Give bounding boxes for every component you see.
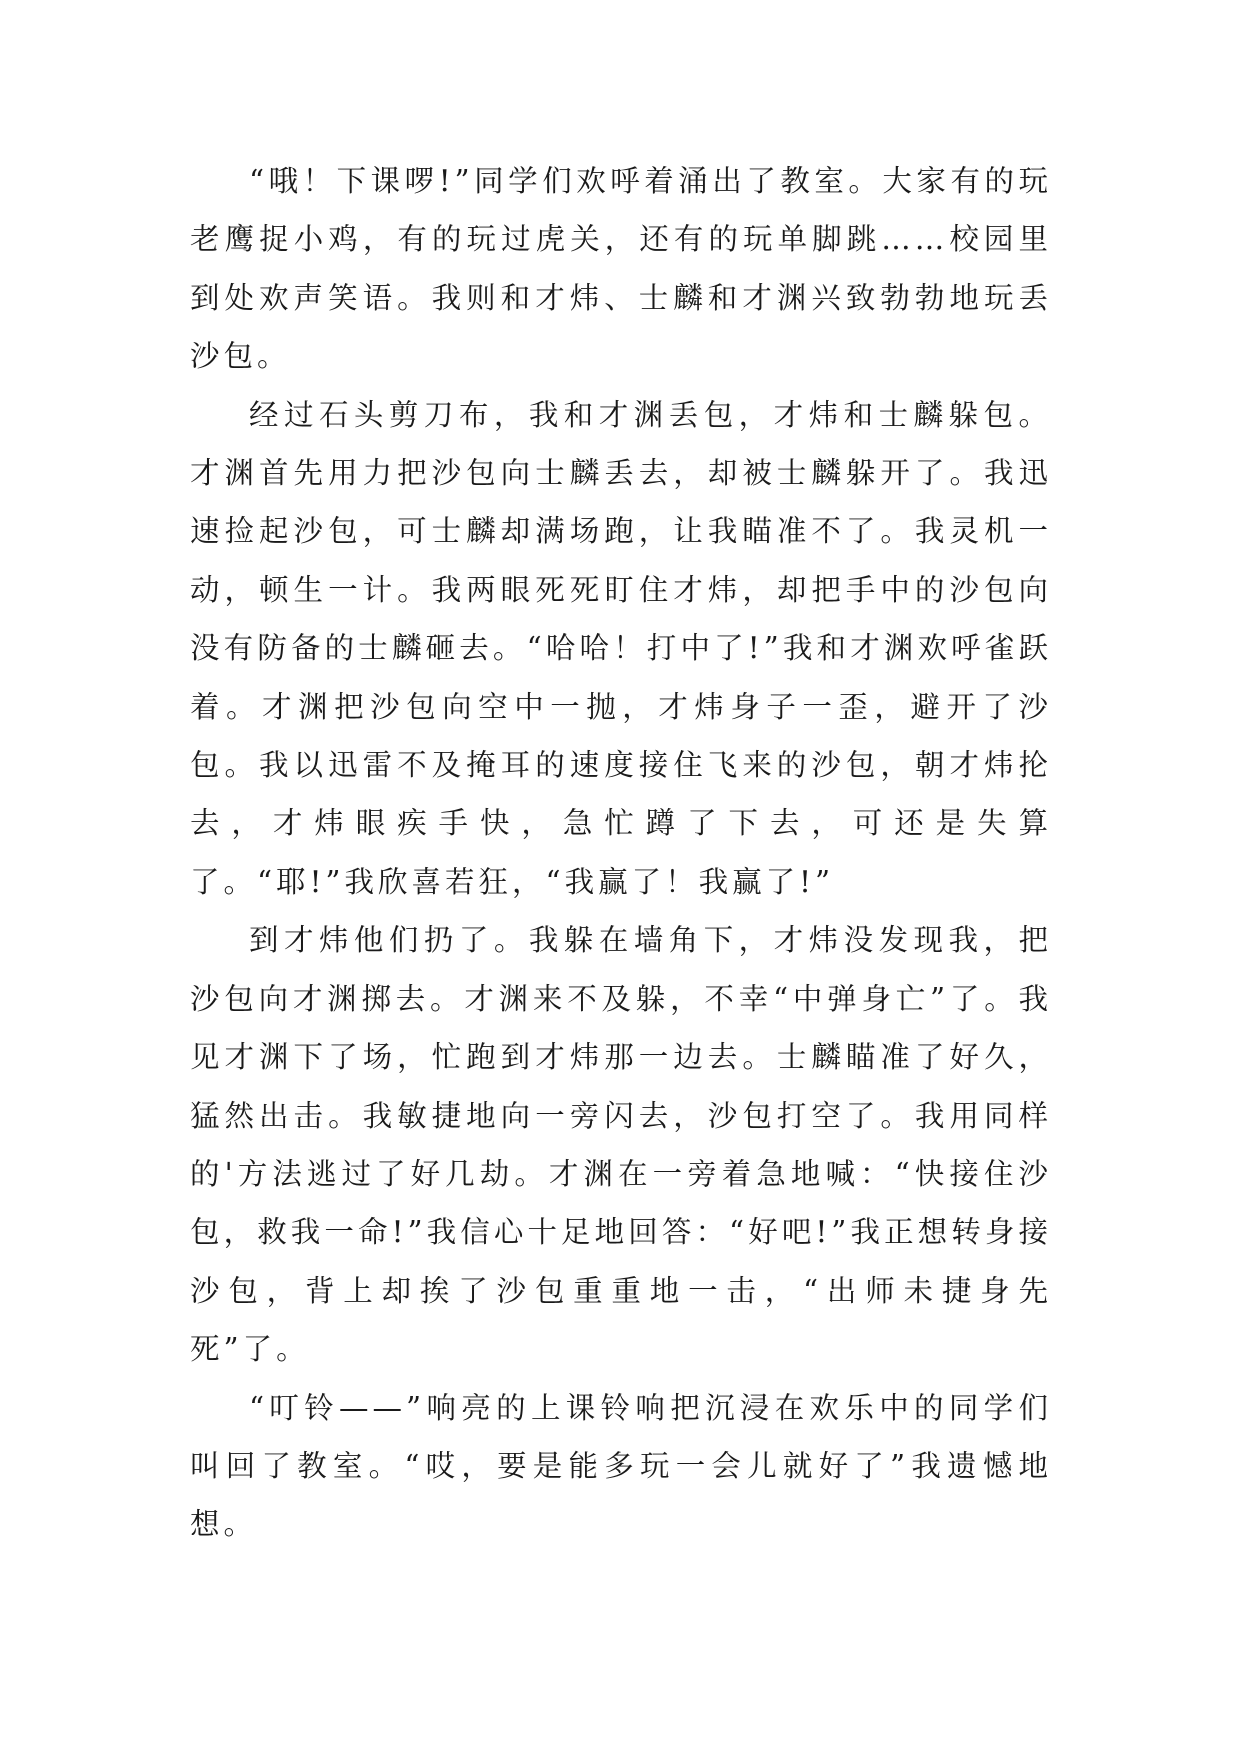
paragraph-4: “叮铃——”响亮的上课铃响把沉浸在欢乐中的同学们叫回了教室。“哎，要是能多玩一会儿就好了”我遗憾地想。 bbox=[190, 1390, 1052, 1542]
document-body bbox=[190, 152, 1052, 1554]
paragraph-1: “哦！下课啰!”同学们欢呼着涌出了教室。大家有的玩老鹰捉小鸡，有的玩过虎关，还有的玩单脚跳……校园里到处欢声笑语。我则和才炜、士麟和才渊兴致勃勃地玩丢沙包。 bbox=[190, 164, 1052, 374]
paragraph-3: 到才炜他们扔了。我躲在墙角下，才炜没发现我，把沙包向才渊掷去。才渊来不及躲，不幸“中弹身亡”了。我见才渊下了场，忙跑到才炜那一边去。士麟瞄准了好久，猛然出击。我敏捷地向一旁闪去，沙包打空了。我用同样的'方法逃过了好几劫。才渊在一旁着急地喊：“快接住沙包，救我一命!”我信心十足地回答：“好吧!”我正想转身接沙包，背上却挨了沙包重重地一击，“出师未捷身先死”了。 bbox=[190, 923, 1052, 1367]
paragraph-2: 经过石头剪刀布，我和才渊丢包，才炜和士麟躲包。才渊首先用力把沙包向士麟丢去，却被士麟躲开了。我迅速捡起沙包，可士麟却满场跑，让我瞄准不了。我灵机一动，顿生一计。我两眼死死盯住才炜，却把手中的沙包向没有防备的士麟砸去。“哈哈！打中了!”我和才渊欢呼雀跃着。才渊把沙包向空中一抛，才炜身子一歪，避开了沙包。我以迅雷不及掩耳的速度接住飞来的沙包，朝才炜抡去，才炜眼疾手快，急忙蹲了下去，可还是失算了。“耶!”我欣喜若狂，“我赢了！我赢了!” bbox=[190, 397, 1052, 899]
